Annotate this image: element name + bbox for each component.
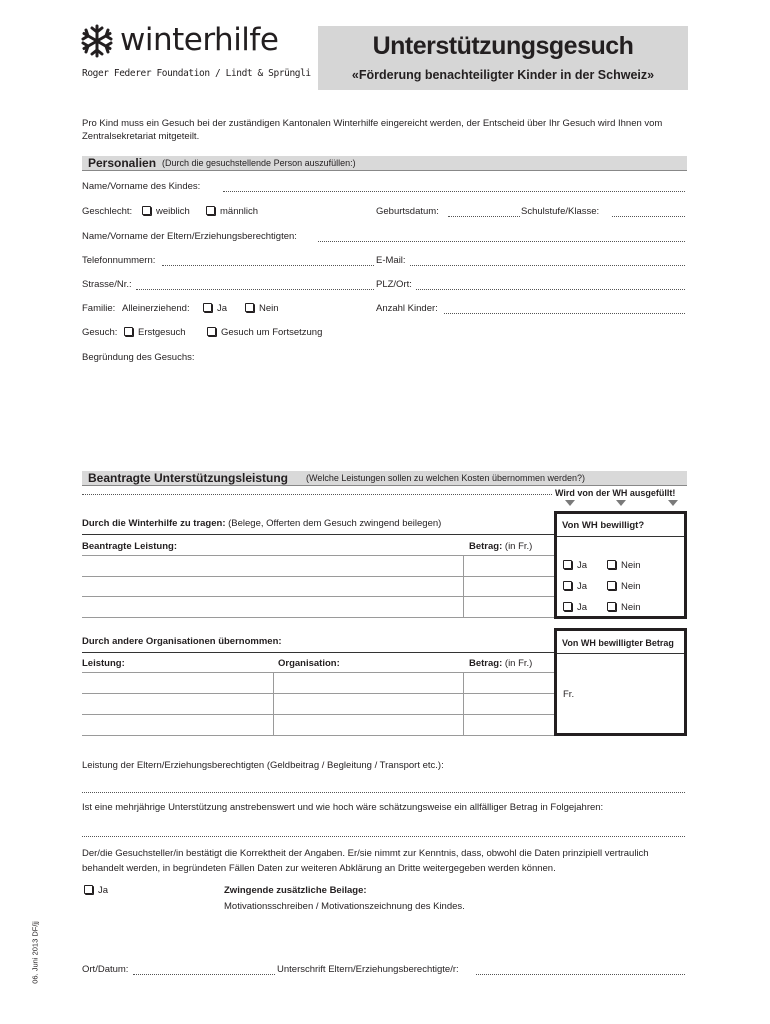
beilage-label: Zwingende zusätzliche Beilage: — [224, 885, 367, 896]
checkbox-icon — [207, 327, 216, 336]
checkbox-familie-nein[interactable]: Nein — [245, 303, 279, 315]
column-divider — [273, 672, 274, 735]
divider — [82, 534, 554, 535]
field-schulstufe[interactable] — [612, 216, 685, 217]
arrow-down-icon — [616, 500, 626, 506]
field-leistung-andere[interactable] — [84, 674, 270, 733]
checkbox-icon — [563, 560, 572, 569]
label-alleinerziehend: Alleinerziehend: — [122, 303, 190, 314]
table-row — [82, 555, 554, 556]
field-organisation[interactable] — [276, 674, 460, 733]
checkbox-icon — [203, 303, 212, 312]
table-row — [82, 617, 554, 618]
table-row — [82, 672, 554, 673]
checkbox-fortsetzung[interactable]: Gesuch um Fortsetzung — [207, 327, 322, 339]
checkbox-icon — [206, 206, 215, 215]
divider — [557, 536, 684, 537]
checkbox-erstgesuch[interactable]: Erstgesuch — [124, 327, 186, 339]
col-betrag-andere: Betrag: (in Fr.) — [469, 658, 533, 669]
checkbox-bewilligt-ja-3[interactable]: Ja — [563, 602, 587, 614]
field-plz[interactable] — [416, 289, 685, 290]
checkbox-bestaetigung-ja[interactable]: Ja — [84, 885, 108, 897]
field-beantragte-leistung[interactable] — [84, 557, 460, 615]
label-strasse: Strasse/Nr.: — [82, 279, 132, 290]
divider-dotted — [82, 494, 552, 495]
leistung-header — [82, 471, 687, 486]
checkbox-icon — [607, 581, 616, 590]
field-begruendung[interactable] — [82, 366, 687, 464]
label-mehrjaehrig: Ist eine mehrjährige Unterstützung anstrebenswert und wie hoch wäre schätzungsweise ein allfälliger Betrag in Folgejahren: — [82, 802, 604, 813]
bestaetigung-text: Der/die Gesuchsteller/in bestätigt die Korrektheit der Angaben. Er/sie nimmt zur Kenntnis, dass, obwohl die Daten prinzipiell vertraulich behandelt werden, in begründeten Fällen Daten zur weiteren Abklärung an Dritte weitergegeben werden können. — [82, 848, 649, 874]
winterhilfe-label: Durch die Winterhilfe zu tragen: (Belege, Offerten dem Gesuch zwingend beilegen) — [82, 518, 442, 529]
col-leistung: Leistung: — [82, 658, 125, 669]
checkbox-icon — [607, 602, 616, 611]
label-unterschrift: Unterschrift Eltern/Erziehungsberechtigte/r: — [277, 964, 459, 975]
label-familie: Familie: — [82, 303, 116, 314]
wh-note: Wird von der WH ausgefüllt! — [555, 488, 676, 498]
field-name-kind[interactable] — [223, 191, 685, 192]
field-unterschrift[interactable] — [476, 974, 685, 975]
checkbox-icon — [124, 327, 133, 336]
label-schulstufe: Schulstufe/Klasse: — [521, 206, 600, 217]
intro-text: Pro Kind muss ein Gesuch bei der zuständigen Kantonalen Winterhilfe eingereicht werden, der Entscheid über Ihr Gesuch wird Ihnen vom Zentralsekretariat mitgeteilt. — [82, 118, 663, 142]
field-geburtsdatum[interactable] — [448, 216, 520, 217]
field-strasse[interactable] — [136, 289, 374, 290]
label-ort-datum: Ort/Datum: — [82, 964, 129, 975]
label-anzahl-kinder: Anzahl Kinder: — [376, 303, 438, 314]
field-name-eltern[interactable] — [318, 241, 685, 242]
page-title: Unterstützungsgesuch — [372, 32, 634, 60]
label-name-eltern: Name/Vorname der Eltern/Erziehungsberechtigten: — [82, 231, 297, 242]
checkbox-weiblich[interactable]: weiblich — [142, 206, 190, 218]
brand-name: winterhilfe — [120, 22, 279, 58]
label-email: E-Mail: — [376, 255, 406, 266]
checkbox-icon — [245, 303, 254, 312]
leistung-note: (Welche Leistungen sollen zu welchen Kosten übernommen werden?) — [306, 473, 585, 483]
bewilligter-betrag-heading: Von WH bewilligter Betrag — [562, 638, 674, 648]
checkbox-icon — [607, 560, 616, 569]
personalien-header — [82, 156, 687, 171]
andere-label: Durch andere Organisationen übernommen: — [82, 636, 282, 647]
checkbox-maennlich[interactable]: männlich — [206, 206, 258, 218]
checkbox-bewilligt-ja-1[interactable]: Ja — [563, 560, 587, 572]
col-beantragte: Beantragte Leistung: — [82, 541, 178, 552]
column-divider — [463, 672, 464, 735]
page-subtitle: «Förderung benachteiligter Kinder in der Schweiz» — [351, 68, 655, 82]
snowflake-icon — [80, 24, 114, 58]
checkbox-icon — [563, 581, 572, 590]
field-telefon[interactable] — [162, 265, 374, 266]
checkbox-icon — [563, 602, 572, 611]
field-betrag[interactable] — [466, 557, 552, 615]
wh-betrag-box — [554, 628, 687, 736]
field-email[interactable] — [410, 265, 685, 266]
arrow-down-icon — [565, 500, 575, 506]
checkbox-bewilligt-nein-3[interactable]: Nein — [607, 602, 641, 614]
winterhilfe-logo — [80, 22, 311, 84]
field-eltern-leistung[interactable] — [82, 792, 685, 793]
checkbox-bewilligt-nein-1[interactable]: Nein — [607, 560, 641, 572]
personalien-note: (Durch die gesuchstellende Person auszufüllen:) — [162, 158, 356, 168]
checkbox-bewilligt-ja-2[interactable]: Ja — [563, 581, 587, 593]
personalien-heading: Personalien — [88, 156, 157, 170]
label-begruendung: Begründung des Gesuchs: — [82, 352, 195, 363]
label-geschlecht: Geschlecht: — [82, 206, 133, 217]
col-organisation: Organisation: — [278, 658, 340, 669]
divider — [82, 652, 554, 653]
bewilligt-heading: Von WH bewilligt? — [562, 520, 645, 531]
leistung-heading: Beantragte Unterstützungsleistung — [88, 471, 289, 485]
wh-bewilligt-box — [554, 511, 687, 619]
foundation-name: Roger Federer Foundation / Lindt & Sprüngli — [82, 68, 311, 79]
side-note: 06. Juni 2013 DF/jj — [30, 921, 40, 984]
label-telefon: Telefonnummern: — [82, 255, 156, 266]
checkbox-icon — [142, 206, 151, 215]
arrow-down-icon — [668, 500, 678, 506]
field-mehrjaehrig[interactable] — [82, 836, 685, 837]
label-gesuch: Gesuch: — [82, 327, 118, 338]
checkbox-familie-ja[interactable]: Ja — [203, 303, 227, 315]
field-anzahl-kinder[interactable] — [444, 313, 685, 314]
divider — [557, 653, 684, 654]
label-eltern-leistung: Leistung der Eltern/Erziehungsberechtigten (Geldbeitrag / Begleitung / Transport etc.): — [82, 760, 444, 771]
beilage-text: Motivationsschreiben / Motivationszeichnung des Kindes. — [224, 901, 465, 912]
label-geburtsdatum: Geburtsdatum: — [376, 206, 439, 217]
field-bewilligter-betrag[interactable] — [577, 657, 681, 733]
field-ort-datum[interactable] — [133, 974, 275, 975]
fr-label: Fr. — [563, 689, 575, 700]
col-betrag: Betrag: (in Fr.) — [469, 541, 533, 552]
checkbox-bewilligt-nein-2[interactable]: Nein — [607, 581, 641, 593]
label-name-kind: Name/Vorname des Kindes: — [82, 181, 201, 192]
title-box — [318, 26, 688, 90]
table-row — [82, 735, 554, 736]
label-plz: PLZ/Ort: — [376, 279, 412, 290]
checkbox-icon — [84, 885, 93, 894]
column-divider — [463, 555, 464, 617]
field-betrag-andere[interactable] — [466, 674, 552, 733]
